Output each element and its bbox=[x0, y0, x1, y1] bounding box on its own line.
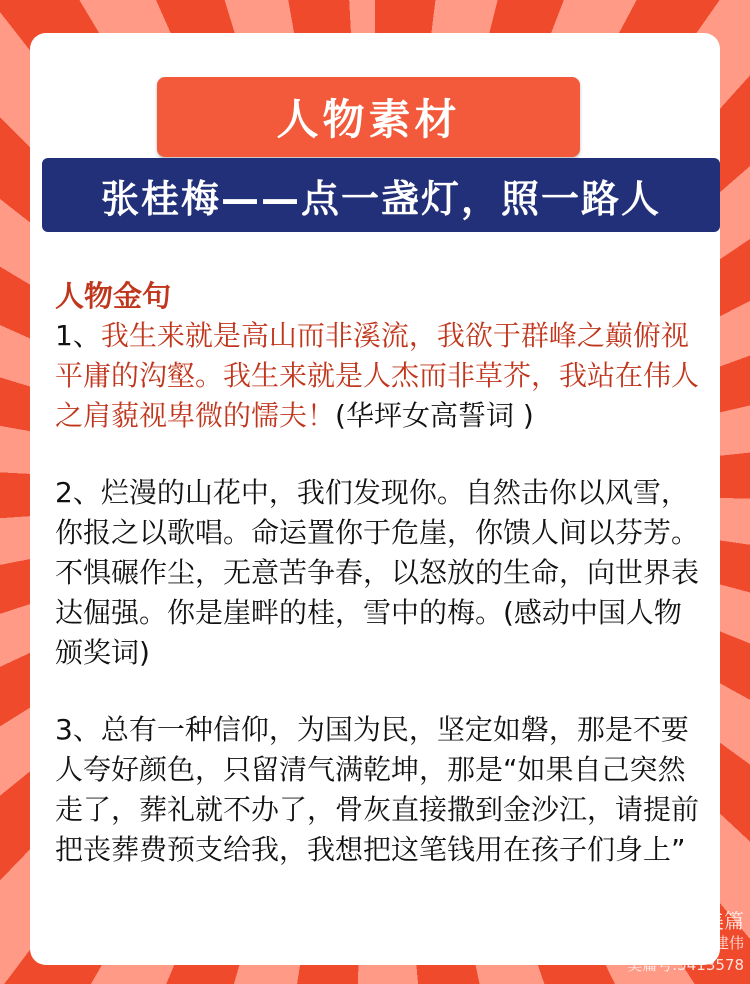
quote-3 bbox=[55, 710, 705, 870]
quote-highlight: 我生来就是高山而非溪流，我欲于群峰之巅俯视平庸的沟壑。我生来就是人杰而非草芥，我站在伟人之肩藐视卑微的懦夫！ bbox=[55, 319, 700, 432]
watermark-name: 建伟 bbox=[713, 934, 744, 952]
quote-text: 烂漫的山花中，我们发现你。自然击你以风雪，你报之以歌唱。命运置你于危崖，你馈人间以芬芳。不惧碾作尘，无意苦争春，以怒放的生命，向世界表达倔强。你是崖畔的桂，雪中的梅。(感动中国人物颁奖词) bbox=[55, 476, 700, 669]
watermark-logo: 美篇 bbox=[704, 909, 744, 933]
quote-number: 2、 bbox=[55, 476, 101, 509]
subtitle-banner bbox=[42, 158, 720, 232]
page-subtitle: 张桂梅——点一盏灯，照一路人 bbox=[100, 176, 661, 221]
quote-number: 3、 bbox=[55, 713, 101, 746]
watermark-id: 美篇号:5413578 bbox=[627, 956, 744, 974]
title-banner bbox=[157, 77, 580, 157]
quote-source: (华坪女高誓词 ) bbox=[335, 399, 534, 432]
quote-number: 1、 bbox=[55, 319, 101, 352]
quote-1 bbox=[55, 316, 705, 436]
content-body bbox=[55, 276, 705, 870]
watermark bbox=[627, 910, 744, 976]
page-title: 人物素材 bbox=[276, 95, 461, 144]
quote-text: 总有一种信仰，为国为民，坚定如磐，那是不要人夸好颜色，只留清气满乾坤，那是“如果自己突然走了，葬礼就不办了，骨灰直接撒到金沙江，请提前把丧葬费预支给我，我想把这笔钱用在孩子们身上” bbox=[55, 713, 700, 866]
quote-2 bbox=[55, 473, 705, 673]
section-heading: 人物金句 bbox=[55, 279, 172, 313]
